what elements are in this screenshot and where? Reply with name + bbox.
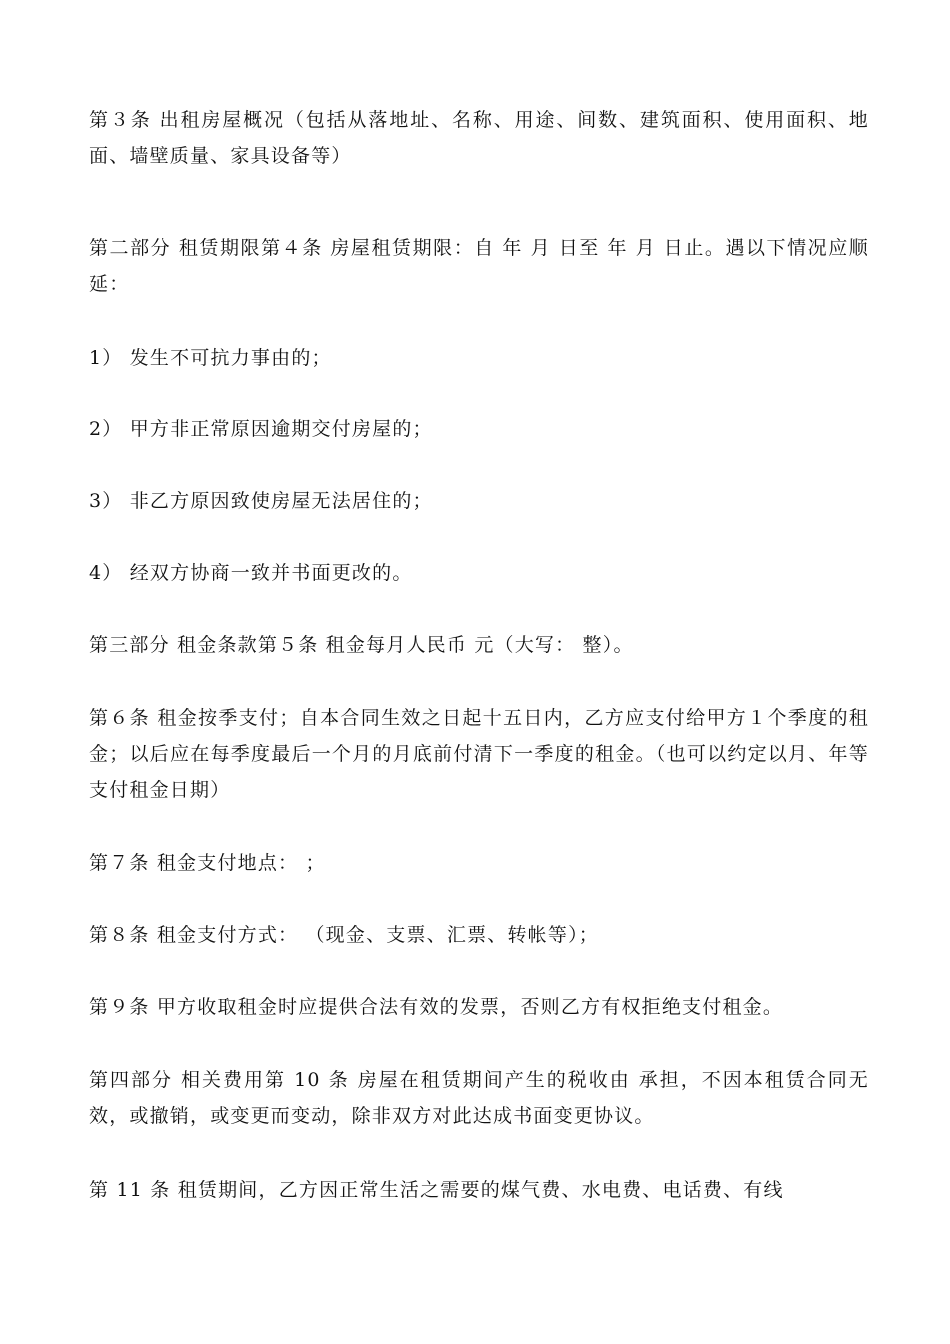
paragraph-article-3: 第３条 出租房屋概况（包括从落地址、名称、用途、间数、建筑面积、使用面积、地面、墙壁质量、家具设备等） [89,109,869,167]
list-item-2: 2） 甲方非正常原因逾期交付房屋的； [89,418,433,440]
list-item-4: 4） 经双方协商一致并书面更改的。 [89,562,413,584]
paragraph-article-8: 第８条 租金支付方式： （现金、支票、汇票、转帐等）； [89,924,599,946]
paragraph-article-6: 第６条 租金按季支付；自本合同生效之日起十五日内，乙方应支付给甲方１个季度的租金；以后应在每季度最后一个月的月底前付清下一季度的租金。（也可以约定以月、年等支付租金日期） [89,707,869,801]
paragraph-part-3-article-5: 第三部分 租金条款第５条 租金每月人民币 元（大写： 整）。 [89,634,634,656]
paragraph-part-2-article-4: 第二部分 租赁期限第４条 房屋租赁期限：自 年 月 日至 年 月 日止。遇以下情况应顺延： [89,237,869,295]
list-item-3: 3） 非乙方原因致使房屋无法居住的； [89,490,433,512]
paragraph-part-4-article-10: 第四部分 相关费用第 10 条 房屋在租赁期间产生的税收由 承担，不因本租赁合同无效，或撤销，或变更而变动，除非双方对此达成书面变更协议。 [89,1069,869,1127]
list-item-1: 1） 发生不可抗力事由的； [89,347,332,369]
paragraph-article-9: 第９条 甲方收取租金时应提供合法有效的发票，否则乙方有权拒绝支付租金。 [89,996,784,1018]
paragraph-article-11: 第 11 条 租赁期间，乙方因正常生活之需要的煤气费、水电费、电话费、有线 [89,1179,784,1201]
paragraph-article-7: 第７条 租金支付地点： ； [89,852,326,874]
